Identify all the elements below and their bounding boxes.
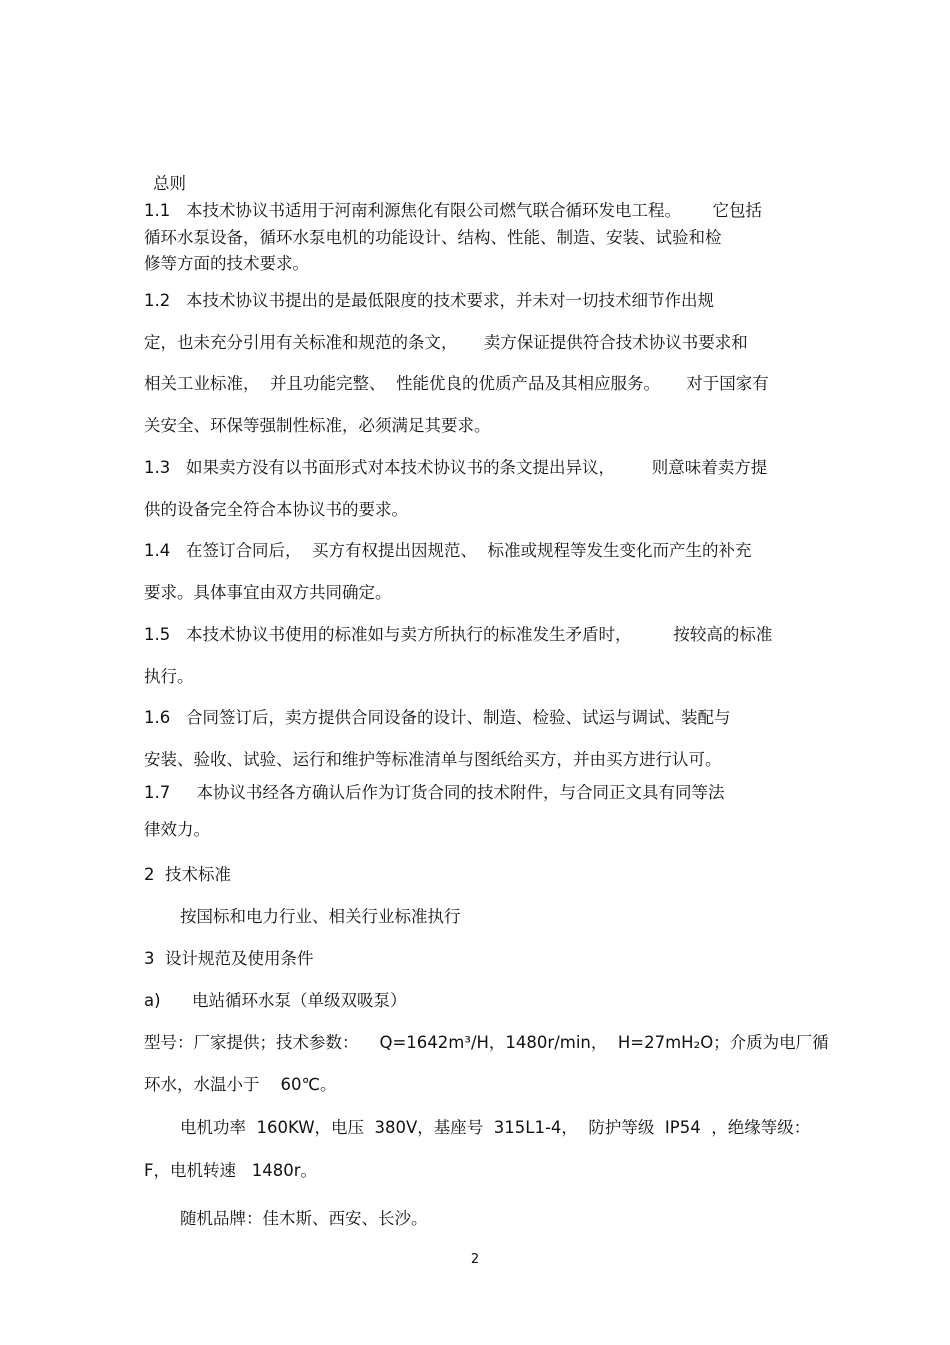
motor-brands: 随机品牌：佳木斯、西安、长沙。: [180, 1209, 428, 1228]
clause-1-2-line-4: 关安全、环保等强制性标准，必须满足其要求。: [144, 416, 491, 435]
clause-1-1-line-2: 循环水泵设备，循环水泵电机的功能设计、结构、性能、制造、安装、试验和检: [144, 228, 722, 247]
motor-params-line-1: 电机功率 160KW，电压 380V，基座号 315L1-4， 防护等级 IP54 ，绝缘等级：: [180, 1118, 811, 1137]
clause-1-5-line-1: 1.5 本技术协议书使用的标准如与卖方所执行的标准发生矛盾时， 按较高的标准: [144, 625, 773, 644]
clause-1-6-line-1: 1.6 合同签订后，卖方提供合同设备的设计、制造、检验、试运与调试、装配与: [144, 708, 731, 727]
clause-1-2-line-1: 1.2 本技术协议书提出的是最低限度的技术要求，并未对一切技术细节作出规: [144, 291, 714, 310]
clause-1-3-line-1: 1.3 如果卖方没有以书面形式对本技术协议书的条文提出异议， 则意味着卖方提: [144, 458, 768, 477]
clause-1-6-line-2: 安装、验收、试验、运行和维护等标准清单与图纸给买方，并由买方进行认可。: [144, 750, 722, 769]
clause-1-5-line-2: 执行。: [144, 667, 194, 686]
page-number: 2: [470, 1252, 480, 1267]
clause-1-7-line-1: 1.7 本协议书经各方确认后作为订货合同的技术附件，与合同正文具有同等法: [144, 783, 725, 802]
clause-1-2-line-2: 定，也未充分引用有关标准和规范的条文， 卖方保证提供符合技术协议书要求和: [144, 333, 748, 352]
clause-1-1-line-3: 修等方面的技术要求。: [144, 254, 309, 273]
section-heading-general: 总则: [153, 174, 186, 193]
motor-params-line-2: F，电机转速 1480r。: [144, 1161, 318, 1180]
clause-1-1-line-1: 1.1 本技术协议书适用于河南利源焦化有限公司燃气联合循环发电工程。 它包括: [144, 201, 762, 220]
section-heading-technical-standards: 2 技术标准: [144, 865, 231, 884]
pump-params-line-2: 环水，水温小于 60℃。: [144, 1075, 337, 1094]
section-heading-design-spec: 3 设计规范及使用条件: [144, 949, 314, 968]
clause-1-2-line-3: 相关工业标准， 并且功能完整、 性能优良的优质产品及其相应服务。 对于国家有: [144, 374, 769, 393]
clause-1-4-line-2: 要求。具体事宜由双方共同确定。: [144, 583, 392, 602]
clause-1-7-line-2: 律效力。: [144, 820, 210, 839]
clause-1-3-line-2: 供的设备完全符合本协议书的要求。: [144, 500, 408, 519]
technical-standards-text: 按国标和电力行业、相关行业标准执行: [180, 907, 461, 926]
item-a-pump-title: a) 电站循环水泵（单级双吸泵）: [144, 991, 407, 1010]
pump-params-line-1: 型号：厂家提供；技术参数： Q=1642m³/H，1480r/min， H=27mH₂O；介质为电厂循: [144, 1033, 829, 1052]
clause-1-4-line-1: 1.4 在签订合同后， 买方有权提出因规范、 标准或规程等发生变化而产生的补充: [144, 541, 752, 560]
